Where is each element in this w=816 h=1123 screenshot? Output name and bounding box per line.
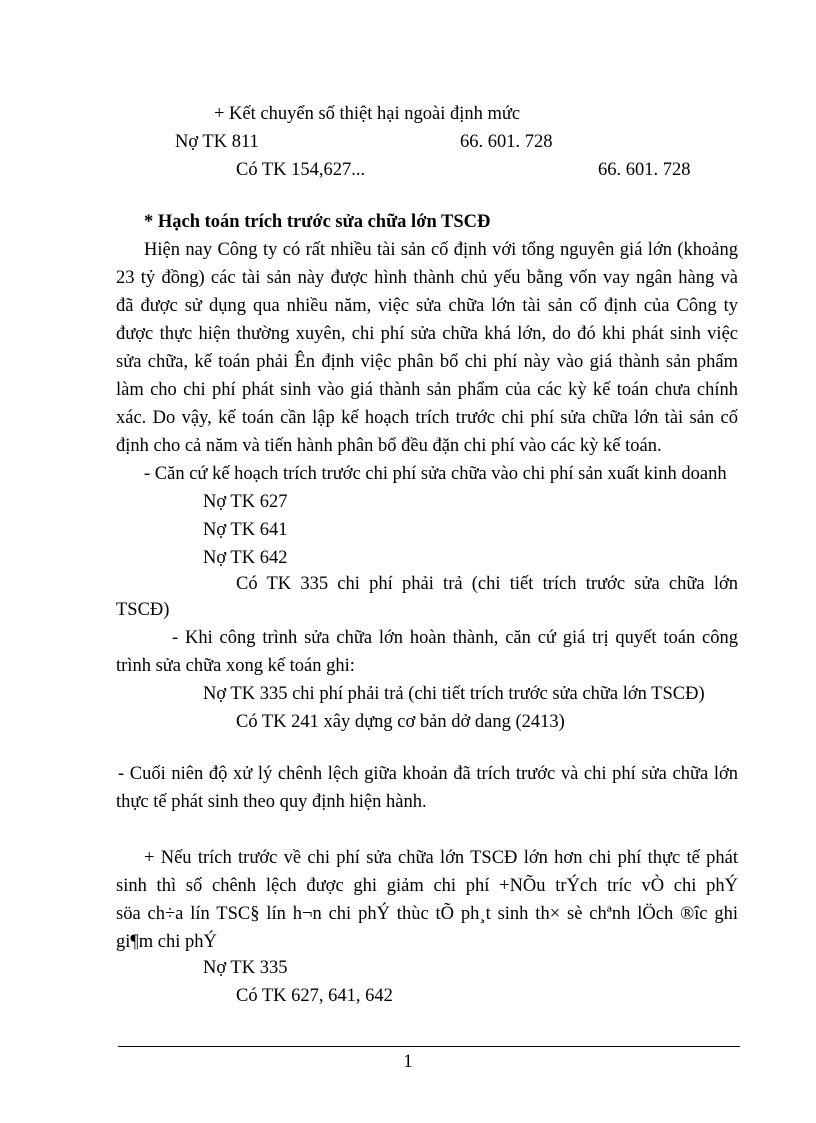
paragraph-line: 23 tỷ đồng) các tài sản này được hình thành chủ yếu bằng vốn vay ngân hàng và xyxy=(116,268,738,288)
paragraph-line: sinh thì số chênh lệch được ghi giảm chi phí +NÕu trÝch tríc vÒ chi phÝ xyxy=(116,876,738,896)
page-number: 1 xyxy=(403,1052,413,1072)
journal-debit-line: Nợ TK 627 xyxy=(203,492,288,512)
journal-debit-line: Nợ TK 335 xyxy=(203,958,288,978)
text-line: + Kết chuyển số thiệt hại ngoài định mức xyxy=(214,104,521,124)
footer-divider xyxy=(118,1046,740,1047)
paragraph-line: định cho cả năm và tiến hành phân bổ đều đặn chi phí vào các kỳ kế toán. xyxy=(116,436,662,456)
paragraph-line: thực tế phát sinh theo quy định hiện hành. xyxy=(116,792,427,812)
journal-amount: 66. 601. 728 xyxy=(460,132,553,152)
paragraph-line: + Nếu trích trước về chi phí sửa chữa lớn TSCĐ lớn hơn chi phí thực tế phát xyxy=(144,848,738,868)
journal-credit-line: Có TK 627, 641, 642 xyxy=(236,986,393,1006)
journal-credit-line: Có TK 154,627... xyxy=(236,160,366,180)
paragraph-line: - Cuối niên độ xử lý chênh lệch giữa khoản đã trích trước và chi phí sửa chữa lớn xyxy=(118,764,738,784)
paragraph-line: xác. Do vậy, kế toán cần lập kế hoạch trích trước chi phí sửa chữa lớn tài sản cố xyxy=(116,408,738,428)
paragraph-line: trình sửa chữa xong kế toán ghi: xyxy=(116,656,355,676)
paragraph-line: Hiện nay Công ty có rất nhiều tài sản cố định với tổng nguyên giá lớn (khoảng xyxy=(144,240,738,260)
paragraph-line: được thực hiện thường xuyên, chi phí sửa chữa khá lớn, do đó khi phát sinh việc xyxy=(116,324,738,344)
section-heading: * Hạch toán trích trước sửa chữa lớn TSCĐ xyxy=(144,212,491,232)
journal-debit-line: Nợ TK 335 chi phí phải trả (chi tiết trích trước sửa chữa lớn TSCĐ) xyxy=(203,684,705,704)
paragraph-line: söa ch÷a lín TSC§ lín h¬n chi phÝ thùc tÕ ph¸t sinh th× sè chªnh lÖch ®îc ghi xyxy=(116,904,738,924)
paragraph-line: gi¶m chi phÝ xyxy=(116,932,217,952)
paragraph-line: đã được sử dụng qua nhiều năm, việc sửa chữa lớn tài sản cố định của Công ty xyxy=(116,296,738,316)
paragraph-line: TSCĐ) xyxy=(116,600,170,620)
paragraph-line: làm cho chi phí phát sinh vào giá thành sản phẩm của các kỳ kế toán chưa chính xyxy=(116,380,738,400)
journal-credit-line: Có TK 335 chi phí phải trả (chi tiết trích trước sửa chữa lớn xyxy=(236,574,738,594)
journal-debit-line: Nợ TK 641 xyxy=(203,520,288,540)
paragraph-line: sửa chữa, kế toán phải Ên định việc phân bổ chi phí này vào giá thành sản phẩm xyxy=(116,352,738,372)
paragraph-line: - Khi công trình sửa chữa lớn hoàn thành, căn cứ giá trị quyết toán công xyxy=(172,628,738,648)
journal-credit-line: Có TK 241 xây dựng cơ bản dở dang (2413) xyxy=(236,712,565,732)
journal-debit-line: Nợ TK 811 xyxy=(175,132,259,152)
journal-debit-line: Nợ TK 642 xyxy=(203,548,288,568)
paragraph-line: - Căn cứ kế hoạch trích trước chi phí sửa chữa vào chi phí sản xuất kinh doanh xyxy=(144,464,727,484)
journal-amount: 66. 601. 728 xyxy=(598,160,691,180)
